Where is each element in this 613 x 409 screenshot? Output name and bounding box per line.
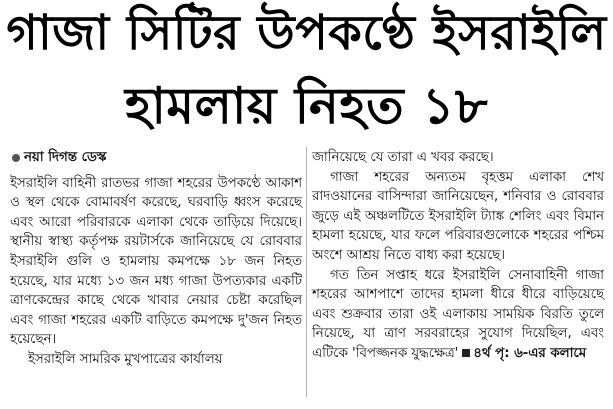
column-divider xyxy=(306,147,307,397)
article-paragraph: ইসরাইলি সামরিক মুখপাত্রের কার্যালয় xyxy=(28,351,223,367)
byline xyxy=(10,148,302,168)
article-right-column xyxy=(312,148,604,364)
headline-line-2: হামলায় নিহত ১৮ xyxy=(125,77,488,135)
square-icon xyxy=(462,349,470,357)
continuation-note: ৪র্থ পৃ: ৬-এর কলামে xyxy=(473,345,587,361)
article-paragraph-text: গত তিন সপ্তাহ ধরে ইসরাইলি সেনাবাহিনী গাজা শহরের আশপাশে তাদের হামলা ধীরে ধীরে বাড়িয়েছে এবং শুক্রবার তারা ওই এলাকায় সাময়িক বিরতি তুলে নিয়েছে, যা ত্রাণ সরবরাহের সুযোগ দিয়েছিল, এবং এটিকে 'বিপজ্জনক যুদ্ধক্ষেত্র' xyxy=(312,267,604,361)
bullet-icon xyxy=(12,154,20,162)
article-paragraph xyxy=(312,266,604,364)
article-paragraph: জানিয়েছে যে তারা এ খবর করছে। xyxy=(312,150,494,165)
article-paragraph: গাজা শহরের অন্যতম বৃহত্তম এলাকা শেখ রাদওয়ানের বাসিন্দারা জানিয়েছেন, শনিবার ও রোববার জুড়ে এই অঞ্চলটিতে ইসরাইলি ট্যাঙ্ক শেলিং এবং বিমান হামলা হয়েছে, যার ফলে পরিবারগুলোকে শহরের পশ্চিম অংশে আশ্রয় নিতে বাধ্য করা হয়েছে। xyxy=(312,169,604,263)
headline-line-1: গাজা সিটির উপকণ্ঠে ইসরাইলি xyxy=(6,5,607,61)
byline-text: নয়া দিগন্ত ডেস্ক xyxy=(24,150,107,165)
article-paragraph: ইসরাইলি বাহিনী রাতভর গাজা শহরের উপকণ্ঠে আকাশ ও স্থল থেকে বোমাবর্ষণ করেছে, ঘরবাড়ি ধ্বংস করেছে এবং আরো পরিবারকে এলাকা থেকে তাড়িয়ে দিয়েছে। স্থানীয় স্বাস্থ্য কর্তৃপক্ষ রয়টার্সকে জানিয়েছে যে রোববার ইসরাইলি গুলি ও হামলায় কমপক্ষে ১৮ জন নিহত হয়েছে, যার মধ্যে ১৩ জন মধ্য গাজা উপত্যকার একটি ত্রাণকেন্দ্রের কাছে থেকে খাবার নেয়ার চেষ্টা করেছিল এবং গাজা শহরের একটি বাড়িতে কমপক্ষে দু'জন নিহত হয়েছেন। xyxy=(10,175,302,348)
article-left-column xyxy=(10,148,302,370)
